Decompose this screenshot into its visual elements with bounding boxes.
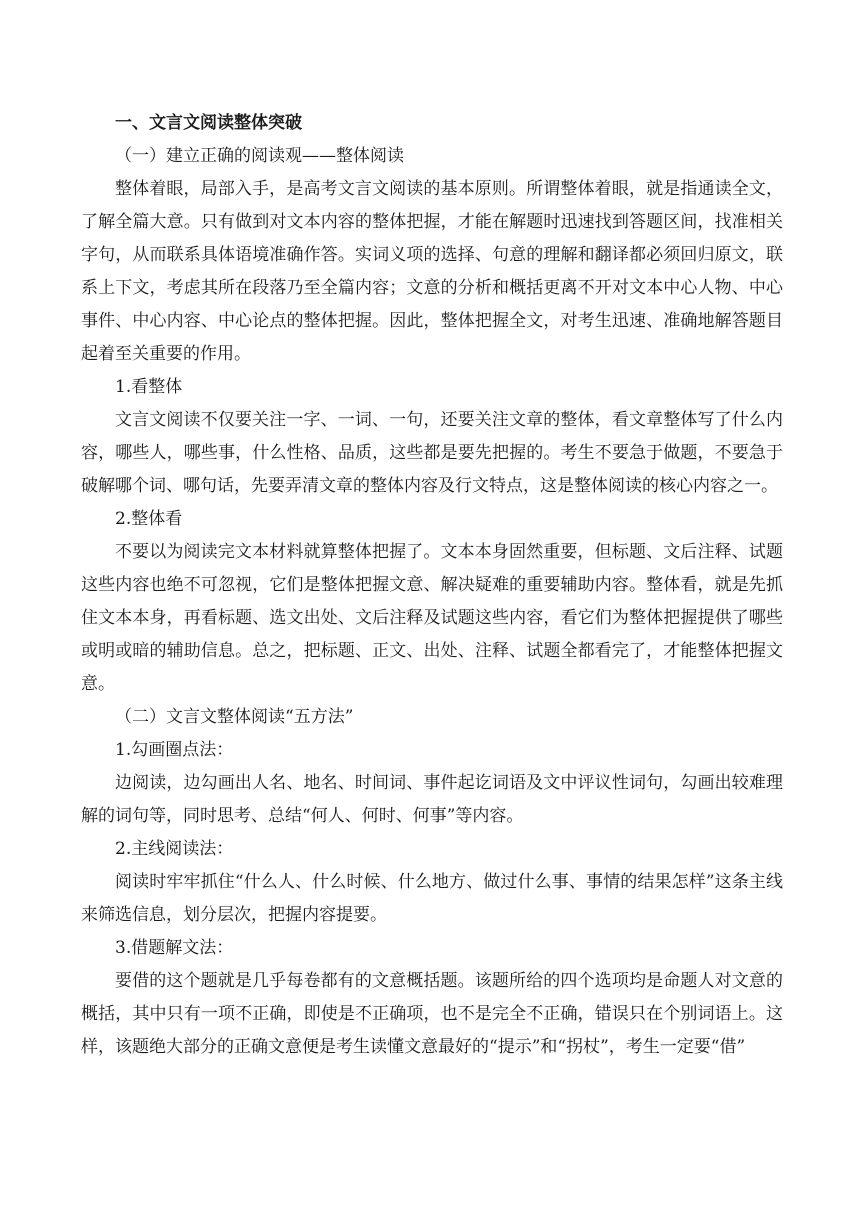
method1-paragraph: 边阅读，边勾画出人名、地名、时间词、事件起讫词语及文中评议性词句，勾画出较难理解的词句等，同时思考、总结“何人、何时、何事”等内容。 (81, 773, 783, 826)
method2-paragraph: 阅读时牢牢抓住“什么人、什么时候、什么地方、做过什么事、事情的结果怎样”这条主线来筛选信息，划分层次，把握内容提要。 (81, 872, 783, 925)
method3-title: 3.借题解文法： (115, 938, 234, 958)
document-page (81, 107, 783, 1064)
point1-title: 1.看整体 (115, 377, 183, 397)
method3-paragraph: 要借的这个题就是几乎每卷都有的文意概括题。该题所给的四个选项均是命题人对文意的概括，其中只有一项不正确，即使是不正确项，也不是完全不正确，错误只在个别词语上。这样，该题绝大部分的正确文意便是考生读懂文意最好的“提示”和“拐杖”，考生一定要“借” (81, 971, 783, 1057)
point1-paragraph: 文言文阅读不仅要关注一字、一词、一句，还要关注文章的整体，看文章整体写了什么内容，哪些人，哪些事，什么性格、品质，这些都是要先把握的。考生不要急于做题，不要急于破解哪个词、哪句话，先要弄清文章的整体内容及行文特点，这是整体阅读的核心内容之一。 (81, 410, 783, 496)
section1-title: （一）建立正确的阅读观——整体阅读 (115, 146, 404, 166)
point2-title: 2.整体看 (115, 509, 183, 529)
main-heading: 一、文言文阅读整体突破 (115, 113, 302, 133)
method2-title: 2.主线阅读法： (115, 839, 234, 859)
section2-title: （二）文言文整体阅读“五方法” (115, 707, 354, 727)
method1-title: 1.勾画圈点法： (115, 740, 234, 760)
section1-intro-paragraph: 整体着眼，局部入手，是高考文言文阅读的基本原则。所谓整体着眼，就是指通读全文，了解全篇大意。只有做到对文本内容的整体把握，才能在解题时迅速找到答题区间，找准相关字句，从而联系具体语境准确作答。实词义项的选择、句意的理解和翻译都必须回归原文，联系上下文，考虑其所在段落乃至全篇内容；文意的分析和概括更离不开对文本中心人物、中心事件、中心内容、中心论点的整体把握。因此，整体把握全文，对考生迅速、准确地解答题目起着至关重要的作用。 (81, 179, 783, 364)
point2-paragraph: 不要以为阅读完文本材料就算整体把握了。文本本身固然重要，但标题、文后注释、试题这些内容也绝不可忽视，它们是整体把握文意、解决疑难的重要辅助内容。整体看，就是先抓住文本本身，再看标题、选文出处、文后注释及试题这些内容，看它们为整体把握提供了哪些或明或暗的辅助信息。总之，把标题、正文、出处、注释、试题全都看完了，才能整体把握文意。 (81, 542, 783, 694)
